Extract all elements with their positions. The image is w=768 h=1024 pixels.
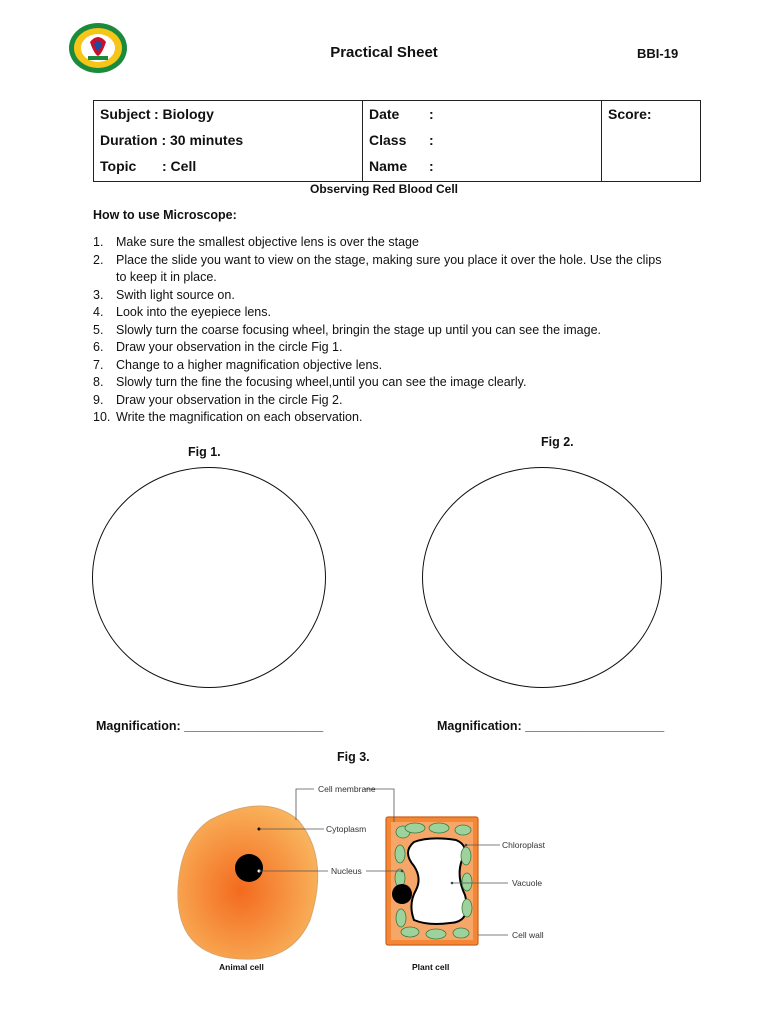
subject-label: Subject <box>100 106 151 122</box>
chloroplast <box>455 825 471 835</box>
class-label: Class <box>369 132 407 148</box>
cell-diagram <box>170 780 590 980</box>
plant-nucleus <box>392 884 412 904</box>
list-item: 2. Place the slide you want to view on the stage, making sure you place it over the hole. Use the clips to keep it in place. <box>93 252 662 284</box>
chloroplast <box>462 873 472 891</box>
label-nucleus: Nucleus <box>331 866 362 876</box>
label-plant-cell: Plant cell <box>412 962 450 972</box>
sheet-code: BBI-19 <box>637 46 679 61</box>
list-item: 7. Change to a higher magnification objective lens. <box>93 357 383 372</box>
date-label: Date <box>369 106 400 122</box>
duration-value: : 30 minutes <box>161 132 244 148</box>
list-item: 4. Look into the eyepiece lens. <box>93 305 271 319</box>
chloroplast <box>461 847 471 865</box>
score-cell[interactable] <box>602 101 701 182</box>
date-field[interactable]: : <box>429 106 434 122</box>
class-field[interactable]: : <box>429 132 434 148</box>
name-label: Name <box>369 158 408 174</box>
label-chloroplast: Chloroplast <box>502 840 545 850</box>
topic-value: : Cell <box>162 158 197 174</box>
observation-circle-fig2[interactable] <box>422 467 662 688</box>
chloroplast <box>405 823 425 833</box>
subject-cell <box>94 101 363 182</box>
fig3-label: Fig 3. <box>337 750 370 764</box>
animal-nucleus <box>235 854 263 882</box>
howto-heading: How to use Microscope: <box>93 208 237 222</box>
list-item: 1. Make sure the smallest objective lens is over the stage <box>93 235 419 249</box>
chloroplast <box>396 909 406 927</box>
list-item: 9. Draw your observation in the circle Fig 2. <box>93 392 343 407</box>
chloroplast <box>429 823 449 833</box>
student-details-cell <box>363 101 602 182</box>
list-item: 6. Draw your observation in the circle Fig 1. <box>93 340 343 354</box>
chloroplast <box>453 928 469 938</box>
magnification-field-2[interactable]: Magnification: ____________________ <box>437 719 665 733</box>
observation-circle-fig1[interactable] <box>92 467 326 688</box>
label-cytoplasm: Cytoplasm <box>326 824 367 834</box>
chloroplast <box>395 845 405 863</box>
instruction-list <box>93 234 673 427</box>
info-table <box>93 100 701 182</box>
page-title: Practical Sheet <box>330 44 438 61</box>
chloroplast <box>401 927 419 937</box>
duration-label: Duration <box>100 132 158 148</box>
topic-label: Topic <box>100 158 137 174</box>
fig1-label: Fig 1. <box>188 445 221 459</box>
chloroplast <box>426 929 446 939</box>
subject-value: : Biology <box>154 106 214 122</box>
chloroplast <box>462 899 472 917</box>
label-animal-cell: Animal cell <box>219 962 264 972</box>
fig2-label: Fig 2. <box>541 435 574 449</box>
list-item: 5. Slowly turn the coarse focusing wheel, bringin the stage up until you can see the image. <box>93 322 602 337</box>
activity-title: Observing Red Blood Cell <box>309 182 459 196</box>
list-item: 8. Slowly turn the fine the focusing wheel,until you can see the image clearly. <box>93 375 527 389</box>
list-item: 10. Write the magnification on each observation. <box>93 410 363 424</box>
label-cell-membrane: Cell membrane <box>318 784 376 794</box>
name-field[interactable]: : <box>429 158 434 174</box>
list-item: 3. Swith light source on. <box>93 287 235 302</box>
label-cell-wall: Cell wall <box>512 930 544 940</box>
score-label: Score: <box>608 106 652 122</box>
magnification-field-1[interactable]: Magnification: ____________________ <box>96 719 324 733</box>
label-vacuole: Vacuole <box>512 878 543 888</box>
